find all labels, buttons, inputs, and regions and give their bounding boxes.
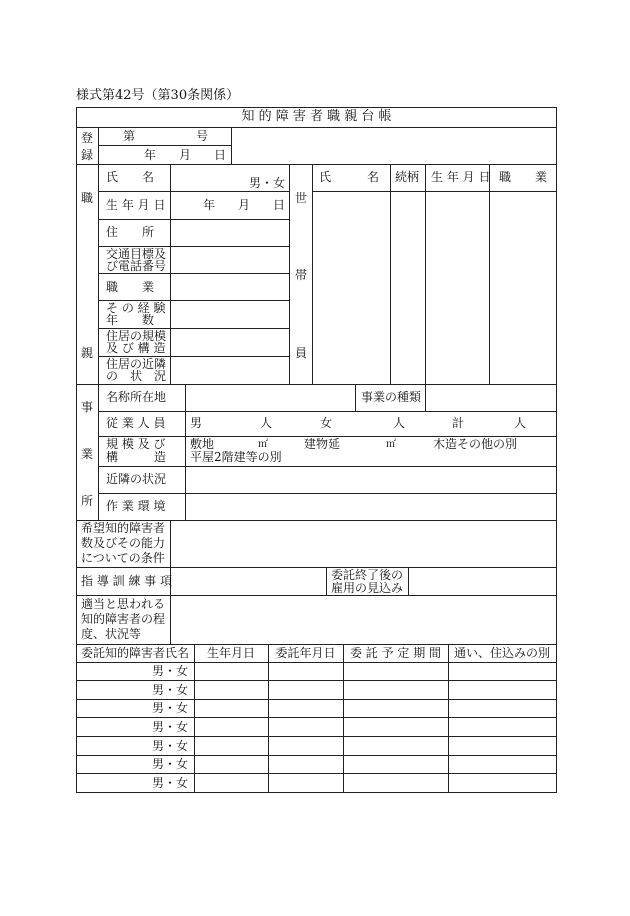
- employer-housing-label-1: 住居の規模: [106, 329, 167, 343]
- business-side-2: 業: [81, 447, 94, 461]
- business-neighborhood-label: 近隣の状況: [106, 472, 167, 486]
- household-col-occupation: 職 業: [499, 170, 548, 184]
- form-number: 様式第42号（第30条関係）: [76, 88, 240, 103]
- table-row-gender: 男・女: [152, 720, 189, 734]
- table-row-gender: 男・女: [152, 701, 189, 715]
- business-scale-label-2: 構 造: [106, 450, 167, 464]
- employees-total-unit: 人: [514, 416, 527, 430]
- registration-label-2: 録: [81, 148, 94, 162]
- suitable-label-3: 度、状況等: [81, 627, 142, 641]
- business-environment-label: 作 業 環 境: [106, 499, 166, 513]
- employment-outlook-label-1: 委託終了後の: [331, 568, 404, 582]
- registration-dai: 第: [123, 129, 136, 143]
- training-label: 指 導 訓 練 事 項: [81, 574, 173, 588]
- registration-month: 月: [179, 148, 192, 162]
- employer-experience-label-2: 年 数: [106, 313, 155, 327]
- employees-female: 女: [320, 416, 333, 430]
- registration-label-1: 登: [81, 131, 94, 145]
- employer-birth-day: 日: [273, 198, 286, 212]
- business-side-3: 所: [81, 494, 94, 508]
- employer-transport-label-2: び電話番号: [106, 259, 167, 273]
- scale-floor-area: 建物延: [304, 437, 341, 451]
- business-type-label: 事業の種類: [361, 390, 422, 404]
- household-col-birth: 生 年 月 日: [431, 170, 491, 184]
- table-row-gender: 男・女: [152, 776, 189, 790]
- employer-side-1: 職: [81, 191, 94, 205]
- employees-male: 男: [190, 416, 203, 430]
- employer-name-label: 氏 名: [106, 170, 155, 184]
- desired-label-3: についての条件: [81, 551, 165, 565]
- consign-header-commute: 通い、住込みの別: [453, 646, 550, 660]
- table-row-gender: 男・女: [152, 664, 189, 678]
- business-scale-label-1: 規 模 及 び: [106, 437, 166, 451]
- employer-gender: 男・女: [249, 176, 286, 190]
- scale-wooden: 木造その他の別: [433, 437, 518, 451]
- consign-header-birth: 生年月日: [206, 646, 255, 660]
- scale-site-unit: ㎡: [258, 439, 268, 450]
- registration-year: 年: [144, 148, 157, 162]
- desired-label-2: 数及びその能力: [81, 536, 166, 550]
- employer-side-2: 親: [81, 346, 94, 360]
- business-location-label: 名称所在地: [106, 390, 167, 404]
- employer-housing-label-2: 及 び 構 造: [106, 341, 166, 355]
- employer-birth-month: 月: [238, 198, 251, 212]
- scale-site: 敷地: [190, 437, 215, 451]
- household-col-name: 氏 名: [319, 170, 380, 184]
- registration-go: 号: [196, 129, 209, 143]
- suitable-label-1: 適当と思われる: [81, 597, 166, 611]
- employment-outlook-label-2: 雇用の見込み: [331, 581, 404, 595]
- household-side-2: 帯: [295, 268, 308, 282]
- employer-transport-label-1: 交通目標及: [106, 247, 167, 261]
- employer-address-label: 住 所: [106, 225, 155, 239]
- employer-birth-label: 生 年 月 日: [106, 198, 166, 212]
- scale-floor-area-unit: ㎡: [386, 439, 396, 450]
- business-side-1: 事: [81, 400, 94, 414]
- consign-header-period: 委 託 予 定 期 間: [349, 646, 442, 660]
- household-side-3: 員: [295, 346, 308, 360]
- table-row-gender: 男・女: [152, 757, 189, 771]
- desired-label-1: 希望知的障害者: [81, 521, 166, 535]
- table-row-gender: 男・女: [152, 739, 189, 753]
- table-row-gender: 男・女: [152, 683, 189, 697]
- scale-floors: 平屋2階建等の別: [190, 450, 282, 464]
- employer-birth-year: 年: [203, 198, 216, 212]
- employees-male-unit: 人: [260, 416, 273, 430]
- household-col-relation: 続柄: [395, 170, 420, 184]
- business-employees-label: 従 業 人 員: [106, 416, 166, 430]
- employer-experience-label-1: そ の 経 験: [106, 301, 166, 315]
- household-side-1: 世: [295, 191, 308, 205]
- employees-female-unit: 人: [393, 416, 406, 430]
- registration-day: 日: [214, 148, 227, 162]
- employer-neighbors-label-2: の 状 況: [106, 369, 167, 383]
- ledger-title: 知 的 障 害 者 職 親 台 帳: [241, 109, 392, 124]
- consign-header-date: 委託年月日: [275, 646, 336, 660]
- employer-occupation-label: 職 業: [106, 280, 155, 294]
- consign-header-name: 委託知的障害者氏名: [80, 646, 189, 660]
- suitable-label-2: 知的障害者の程: [81, 612, 166, 626]
- employees-total: 計: [452, 416, 465, 430]
- employer-neighbors-label-1: 住居の近隣: [106, 357, 167, 371]
